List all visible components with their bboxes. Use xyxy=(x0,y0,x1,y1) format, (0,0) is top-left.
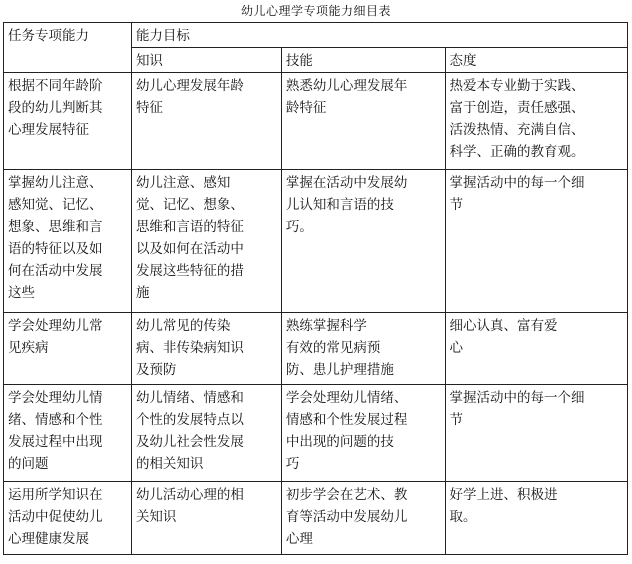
knowledge-cell xyxy=(131,73,281,170)
header-skill-cell xyxy=(281,48,445,73)
attitude-cell xyxy=(445,170,628,313)
task-cell xyxy=(4,73,132,170)
task-text: 学会处理幼儿情 绪、情感和个性 发展过程中出现 的问题 xyxy=(8,390,103,472)
task-text: 学会处理幼儿常 见疾病 xyxy=(8,318,103,356)
task-cell xyxy=(4,385,132,482)
attitude-cell xyxy=(445,385,628,482)
attitude-cell xyxy=(445,313,628,385)
document-title: 幼儿心理学专项能力细目表 xyxy=(240,4,391,18)
header-knowledge: 知识 xyxy=(135,53,163,69)
knowledge-cell xyxy=(131,385,281,482)
task-text: 掌握幼儿注意、 感知觉、记忆、 想象、思维和言 语的特征以及如 何在活动中发展 这些 xyxy=(8,175,103,301)
knowledge-text: 幼儿心理发展年龄 特征 xyxy=(135,78,244,116)
table-row xyxy=(4,73,628,170)
header-goal: 能力目标 xyxy=(135,28,190,44)
table-row xyxy=(4,313,628,385)
header-row-top xyxy=(4,23,628,48)
attitude-text: 好学上进、积极进 取。 xyxy=(449,487,558,525)
knowledge-text: 幼儿情绪、情感和 个性的发展特点以 及幼儿社会性发展 的相关知识 xyxy=(135,390,244,472)
knowledge-text: 幼儿常见的传染 病、非传染病知识 及预防 xyxy=(135,318,244,378)
skill-text: 熟悉幼儿心理发展年 龄特征 xyxy=(285,78,408,116)
attitude-text: 细心认真、富有爱 心 xyxy=(449,318,558,356)
header-task-cell xyxy=(4,23,132,73)
header-attitude: 态度 xyxy=(449,53,477,69)
header-knowledge-cell xyxy=(131,48,281,73)
skill-text: 初步学会在艺术、教 育等活动中发展幼儿 心理 xyxy=(285,487,408,547)
task-cell xyxy=(4,482,132,555)
task-text: 运用所学知识在 活动中促使幼儿 心理健康发展 xyxy=(8,487,103,547)
knowledge-cell xyxy=(131,313,281,385)
knowledge-text: 幼儿注意、感知 觉、记忆、想象、 思维和言语的特征 以及如何在活动中 发展这些特征的措 施 xyxy=(135,175,244,301)
skill-text: 学会处理幼儿情绪、 情感和个性发展过程 中出现的问题的技 巧 xyxy=(285,390,408,472)
skill-cell xyxy=(281,482,445,555)
skill-cell xyxy=(281,170,445,313)
skill-cell xyxy=(281,385,445,482)
knowledge-cell xyxy=(131,170,281,313)
skill-cell xyxy=(281,313,445,385)
ability-table xyxy=(3,22,628,555)
attitude-cell xyxy=(445,482,628,555)
attitude-cell xyxy=(445,73,628,170)
task-cell xyxy=(4,170,132,313)
header-goal-cell xyxy=(131,23,627,48)
table-row xyxy=(4,170,628,313)
table-row xyxy=(4,482,628,555)
task-text: 根据不同年龄阶 段的幼儿判断其 心理发展特征 xyxy=(8,78,103,138)
header-task: 任务专项能力 xyxy=(8,28,89,44)
skill-cell xyxy=(281,73,445,170)
table-row xyxy=(4,385,628,482)
header-attitude-cell xyxy=(445,48,628,73)
attitude-text: 热爱本专业勤于实践、 富于创造，责任感强、 活泼热情、充满自信、 科学、正确的教育观。 xyxy=(449,78,585,160)
skill-text: 熟练掌握科学 有效的常见病预 防、患儿护理措施 xyxy=(285,318,394,378)
task-cell xyxy=(4,313,132,385)
knowledge-text: 幼儿活动心理的相 关知识 xyxy=(135,487,244,525)
knowledge-cell xyxy=(131,482,281,555)
attitude-text: 掌握活动中的每一个细 节 xyxy=(449,175,585,213)
attitude-text: 掌握活动中的每一个细 节 xyxy=(449,390,585,428)
header-skill: 技能 xyxy=(285,53,313,69)
skill-text: 掌握在活动中发展幼 儿认知和言语的技 巧。 xyxy=(285,175,408,235)
